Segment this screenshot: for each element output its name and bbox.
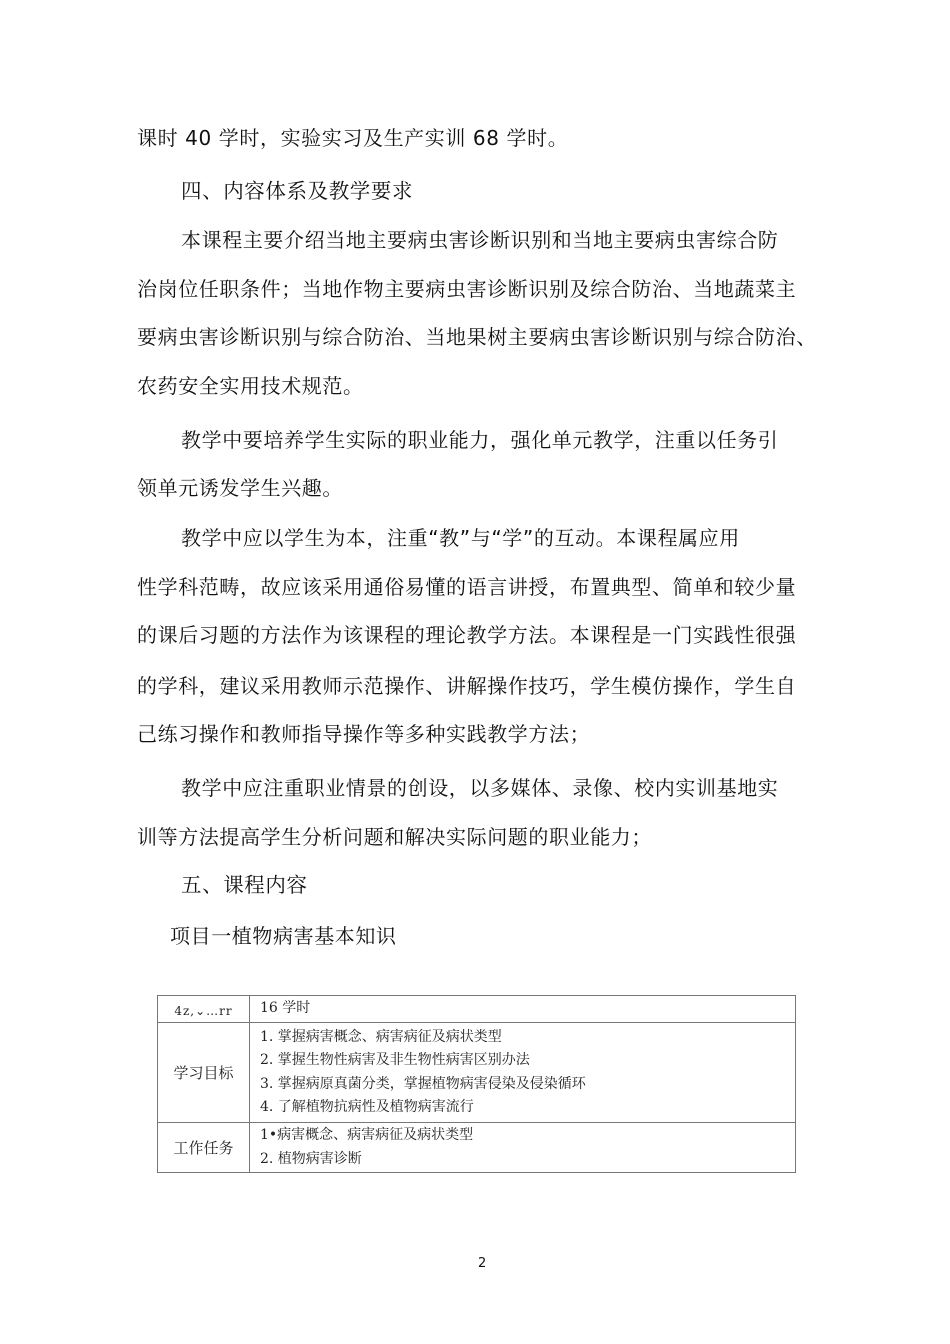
tasks-list (250, 1123, 796, 1173)
objectives-label: 学习目标 (158, 1023, 250, 1123)
body-line: 的课后习题的方法作为该课程的理论教学方法。本课程是一门实践性很强 (137, 623, 797, 647)
body-line: 教学中应注重职业情景的创设，以多媒体、录像、校内实训基地实 (181, 776, 779, 800)
list-item: 2. 植物病害诊断 (260, 1150, 362, 1167)
table-row (158, 1123, 796, 1173)
section-heading-5: 五、课程内容 (181, 873, 308, 897)
section-heading-4: 四、内容体系及教学要求 (181, 179, 414, 203)
body-line: 本课程主要介绍当地主要病虫害诊断识别和当地主要病虫害综合防 (181, 228, 779, 252)
body-line: 教学中要培养学生实际的职业能力，强化单元教学，注重以任务引 (181, 428, 779, 452)
body-line: 要病虫害诊断识别与综合防治、当地果树主要病虫害诊断识别与综合防治、 (137, 325, 817, 349)
list-item: 2. 掌握生物性病害及非生物性病害区别办法 (260, 1052, 530, 1068)
body-line: 治岗位任职条件；当地作物主要病虫害诊断识别及综合防治、当地蔬菜主 (137, 277, 797, 301)
hours-value: 16 学时 (250, 996, 796, 1023)
list-item: 3. 掌握病原真菌分类，掌握植物病害侵染及侵染循环 (260, 1075, 586, 1092)
body-line: 农药安全实用技术规范。 (137, 374, 364, 398)
objectives-list (250, 1023, 796, 1123)
body-line: 领单元诱发学生兴趣。 (137, 476, 343, 500)
course-table (157, 995, 796, 1173)
body-line: 教学中应以学生为本，注重“教”与“学”的互动。本课程属应用 (181, 526, 740, 550)
body-line: 训等方法提高学生分析问题和解决实际问题的职业能力； (137, 825, 652, 849)
body-line: 己练习操作和教师指导操作等多种实践教学方法； (137, 722, 591, 746)
list-item: 1. 掌握病害概念、病害病征及病状类型 (260, 1028, 502, 1045)
hours-label: 4z,⌄…rr (158, 996, 250, 1023)
list-item: 1•病害概念、病害病征及病状类型 (260, 1127, 474, 1143)
list-item: 4. 了解植物抗病性及植物病害流行 (260, 1099, 474, 1115)
body-line: 课时 40 学时，实验实习及生产实训 68 学时。 (137, 126, 569, 150)
tasks-label: 工作任务 (158, 1123, 250, 1173)
table-row (158, 1023, 796, 1123)
body-line: 的学科，建议采用教师示范操作、讲解操作技巧，学生模仿操作，学生自 (137, 674, 797, 698)
page-number: 2 (478, 1256, 487, 1271)
project-title: 项目一植物病害基本知识 (170, 924, 397, 948)
body-line: 性学科范畴，故应该采用通俗易懂的语言讲授，布置典型、简单和较少量 (137, 575, 797, 599)
table-row (158, 996, 796, 1023)
